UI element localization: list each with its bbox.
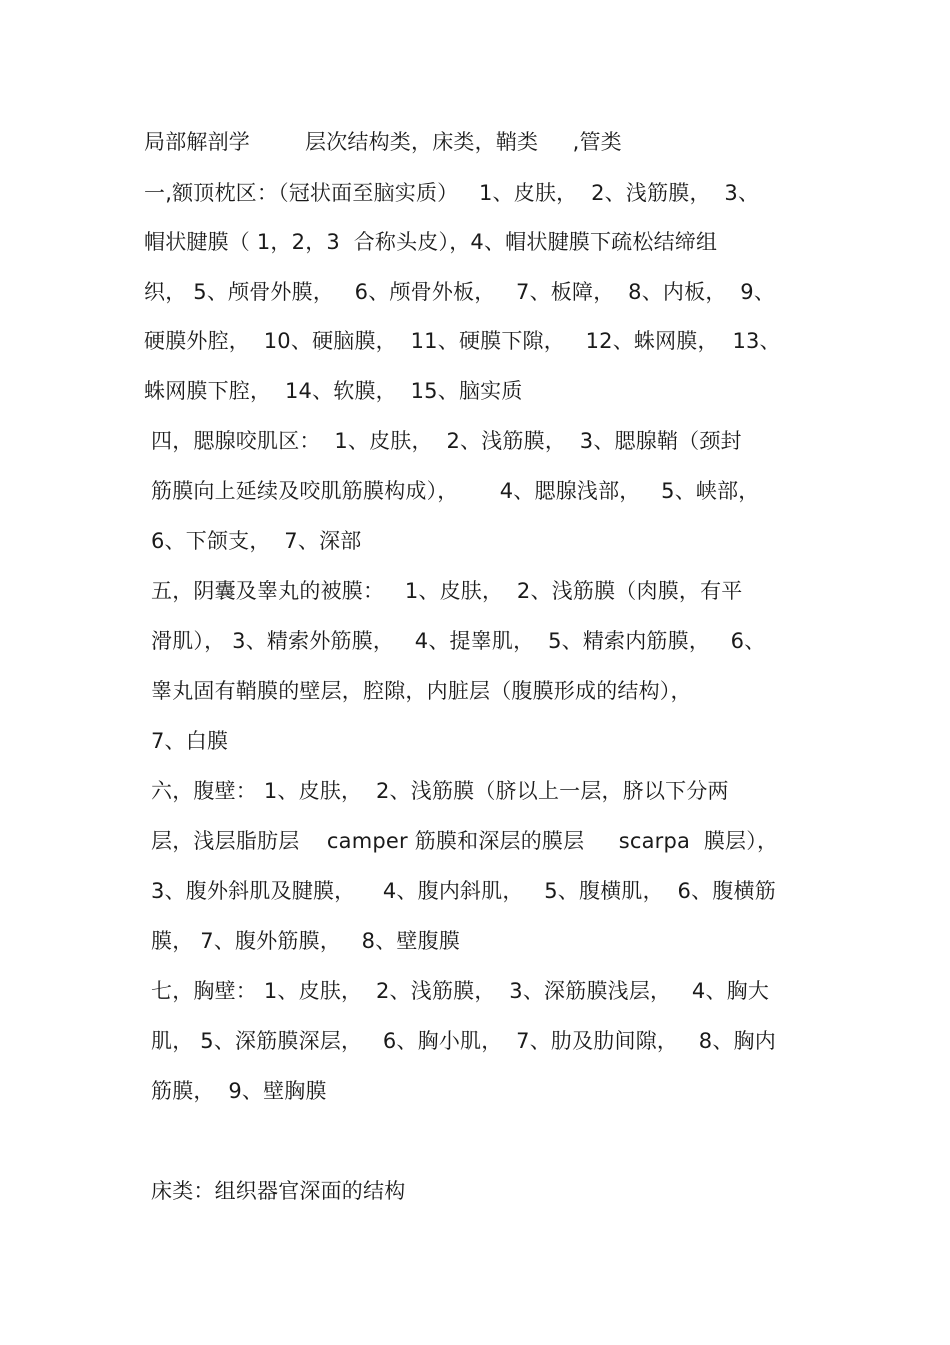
text-line: 帽状腱膜（ 1，2，3 合称头皮），4、帽状腱膜下疏松结缔组 (144, 230, 718, 254)
text-line: 7、白膜 (151, 729, 229, 753)
text-line: 6、下颌支， 7、深部 (151, 529, 362, 553)
text-line: 膜， 7、腹外筋膜， 8、壁腹膜 (151, 929, 461, 953)
text-line: 七，胸壁： 1、皮肤， 2、浅筋膜， 3、深筋膜浅层， 4、胸大 (151, 979, 770, 1003)
text-line: 六，腹壁： 1、皮肤， 2、浅筋膜（脐以上一层，脐以下分两 (151, 779, 729, 803)
text-line: 层，浅层脂肪层 camper 筋膜和深层的膜层 scarpa 膜层）， (151, 829, 779, 853)
text-line: 3、腹外斜肌及腱膜， 4、腹内斜肌， 5、腹横肌， 6、腹横筋 (151, 879, 776, 903)
text-line: 五，阴囊及睾丸的被膜： 1、皮肤， 2、浅筋膜（肉膜，有平 (151, 579, 743, 603)
text-line: 睾丸固有鞘膜的壁层，腔隙，内脏层（腹膜形成的结构）， (151, 679, 692, 703)
text-line: 硬膜外腔， 10、硬脑膜， 11、硬膜下隙， 12、蛛网膜， 13、 (144, 329, 781, 353)
text-line: 滑肌）， 3、精索外筋膜， 4、提睾肌， 5、精索内筋膜， 6、 (151, 629, 766, 653)
text-line: 蛛网膜下腔， 14、软膜， 15、脑实质 (144, 379, 523, 403)
text-line: 织， 5、颅骨外膜， 6、颅骨外板， 7、板障， 8、内板， 9、 (144, 280, 776, 304)
text-line: 肌， 5、深筋膜深层， 6、胸小肌， 7、肋及肋间隙， 8、胸内 (151, 1029, 776, 1053)
text-line: 一,额顶枕区：（冠状面至脑实质） 1、皮肤， 2、浅筋膜， 3、 (144, 181, 760, 205)
text-line: 四，腮腺咬肌区： 1、皮肤， 2、浅筋膜， 3、腮腺鞘（颈封 (151, 429, 742, 453)
document-title: 局部解剖学 层次结构类，床类，鞘类 ,管类 (144, 130, 622, 154)
text-line: 筋膜向上延续及咬肌筋膜构成）， 4、腮腺浅部， 5、峡部， (151, 479, 760, 503)
section-heading-bed: 床类：组织器官深面的结构 (151, 1179, 406, 1203)
text-line: 筋膜， 9、壁胸膜 (151, 1079, 327, 1103)
